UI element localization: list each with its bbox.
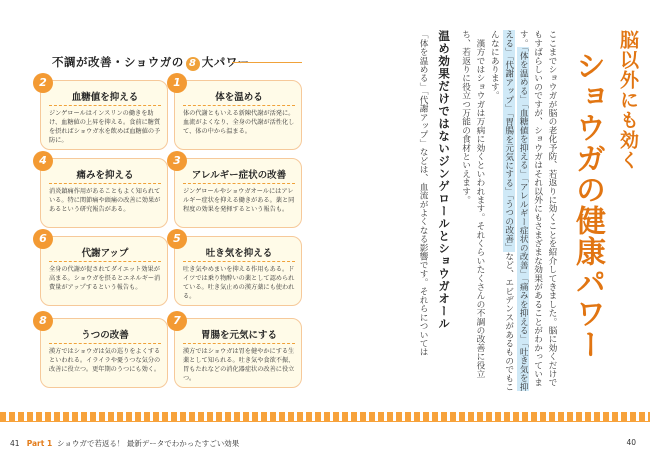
card-body: 体の代謝ともいえる新陳代謝が活発に。血流がよくなり、全身の代謝が活性化して、体の中から温まる。 [183,110,295,135]
power-card [173,76,302,150]
section-title-text-a: 不調が改善・ショウガの [52,55,184,69]
card-number-badge: 3 [167,151,187,171]
power-card [173,232,302,306]
section-title-rule [232,62,302,63]
card-body: 吐き気やめまいを抑える作用もある。ドイツでは乗り物酔いの薬として認められている。吐き気止めの漢方薬にも使われる。 [183,266,295,300]
card-body: 消炎鎮痛作用があることもよく知られている。特に関節痛や頭痛の改善に効果があるという研究報告がある。 [49,188,161,213]
footer-stripe [0,412,650,421]
highlight-term: 「吐き気を抑える」 [503,30,529,392]
card-title: 血糖値を抑える [49,89,161,106]
highlight-term: 「うつの改善」 [503,195,514,252]
card-number-badge: 7 [167,311,187,331]
footer-part-label: Part 1 [26,439,53,448]
card-number-badge: 2 [33,73,53,93]
card-number-badge: 6 [33,229,53,249]
highlight-term: 「アレルギー症状の改善」 [518,177,529,278]
highlight-term: 「血糖値を抑える」 [518,103,529,178]
body-paragraph-3: 「体を温める」「代謝アップ」などは、血流がよくなる影響です。それらについては [418,30,429,357]
card-title: うつの改善 [49,327,161,344]
para1-text-b: など、エビデンスがあるものでもこんなにあります。 [489,30,514,392]
power-card [173,154,302,228]
section-title [52,54,250,71]
power-card [39,76,168,150]
card-number-badge: 5 [167,229,187,249]
footer-rule [0,421,650,422]
power-card [39,154,168,228]
card-body: ジンゲロールはインスリンの働きを助け、血糖値の上昇を抑える。食前に糖質を摂ればショウガ水を飲めば血糖値の予防に。 [49,110,161,144]
section-heading: 温め効果だけではないジンゲロールとショウガオール [437,30,452,330]
title-large: ショウガの健康パワー [570,50,605,360]
card-body: 全身の代謝が促されてダイエット効果が高まる。ショウガを摂るとエネルギー消費量がアップするという報告も。 [49,266,161,291]
highlight-term: 「体を温める」 [518,47,529,104]
right-page-number: 40 [626,438,636,447]
highlight-term: 「胃腸を元気にする」 [503,112,514,196]
title-small: 脳以外にも効く [617,30,639,170]
power-card [173,314,302,388]
highlight-term: 「痛みを抑える」 [518,277,529,344]
card-number-badge: 4 [33,151,53,171]
section-title-text-b: 大パワー [201,55,250,69]
para2-text: 漢方ではショウガは万病に効くといわれます。それくらいたくさんの不調の改善に役立ち、若返りに役立つ万能の食材といえます。 [460,30,485,379]
card-body: 漢方ではショウガは胃を健やかにする生薬として知られる。吐き気や食欲不振、胃もたれなどの消化器症状の改善に役立つ。 [183,348,295,382]
card-title: 体を温める [183,89,295,106]
card-title: 痛みを抑える [49,167,161,184]
right-page [325,0,650,460]
card-title: 代謝アップ [49,245,161,262]
section-title-number: 8 [186,57,200,71]
power-card [39,314,168,388]
card-title: 胃腸を元気にする [183,327,295,344]
footer-caption: ショウガで若返る！ 最新データでわかったすごい効果 [56,439,240,448]
highlight-term: 「代謝アップ」 [503,56,514,113]
card-number-badge: 8 [33,311,53,331]
power-card [39,232,168,306]
vertical-text-area [342,30,642,400]
left-footer [10,438,239,449]
para1-text-a: ここまでショウガが脳の老化予防、若返りに効くことを紹介してきました。脳に効くだけでもすばらしいのですが、ショウガはそれ以外にもさまざまな効果があることがわかっています。 [518,30,557,387]
card-body: 漢方ではショウガは気の巡りをよくするといわれる。イライラや憂うつな気分の改善に役立つ。更年期のうつにも効く。 [49,348,161,373]
body-paragraph-1 [458,30,559,395]
card-title: 吐き気を抑える [183,245,295,262]
card-body: ジンゲロールやショウガオールにはアレルギー症状を抑える働きがある。薬と同程度の効果を発揮するという報告も。 [183,188,295,213]
card-number-badge: 1 [167,73,187,93]
left-page-number: 41 [10,439,20,448]
card-title: アレルギー症状の改善 [183,167,295,184]
